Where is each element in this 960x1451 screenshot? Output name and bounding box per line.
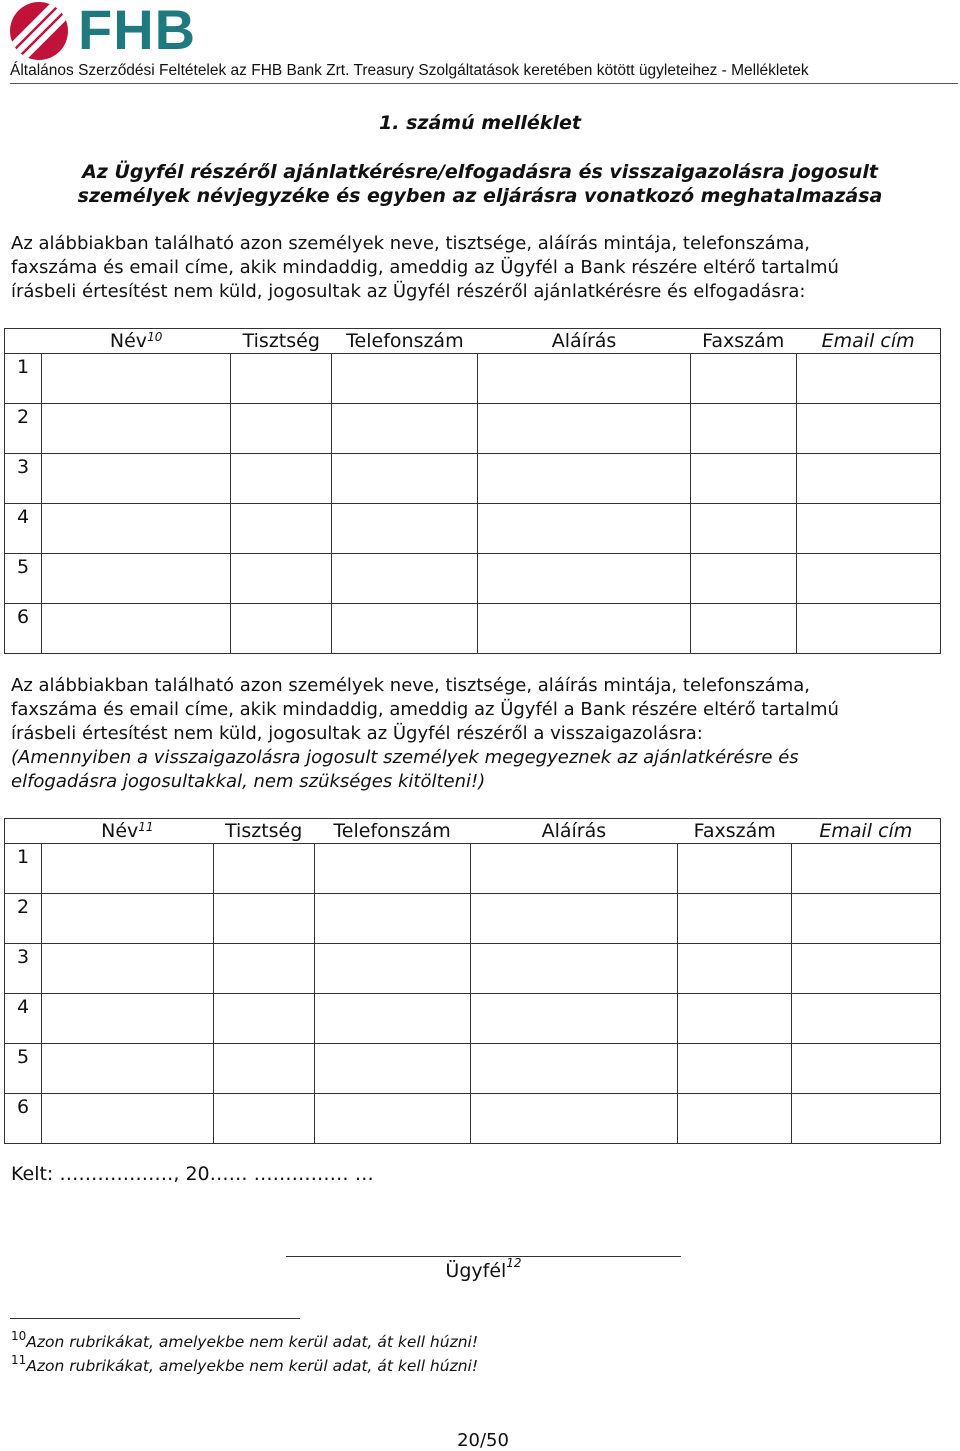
blank-cell[interactable] — [41, 844, 213, 894]
section1-intro-line-1: Az alábbiakban található azon személyek neve, tisztsége, aláírás mintája, telefonszáma, — [11, 233, 810, 254]
table-row — [5, 1094, 941, 1144]
blank-cell[interactable] — [678, 894, 792, 944]
logo-stripes-icon — [10, 2, 68, 60]
column-header-phone: Telefonszám — [332, 329, 478, 354]
blank-cell[interactable] — [796, 504, 940, 554]
blank-cell[interactable] — [470, 994, 678, 1044]
blank-cell[interactable] — [41, 1094, 213, 1144]
column-header-signature: Aláírás — [478, 329, 690, 354]
blank-cell[interactable] — [41, 944, 213, 994]
blank-cell[interactable] — [213, 1044, 314, 1094]
blank-cell[interactable] — [314, 894, 470, 944]
table-row — [5, 404, 941, 454]
blank-cell[interactable] — [42, 504, 231, 554]
row-number: 6 — [5, 604, 42, 654]
blank-cell[interactable] — [231, 604, 332, 654]
blank-cell[interactable] — [41, 994, 213, 1044]
row-number: 4 — [5, 504, 42, 554]
blank-cell[interactable] — [690, 504, 796, 554]
table-row — [5, 994, 941, 1044]
blank-cell[interactable] — [792, 894, 941, 944]
table-header-row — [5, 329, 941, 354]
blank-cell[interactable] — [42, 604, 231, 654]
blank-cell[interactable] — [796, 454, 940, 504]
row-number: 3 — [5, 454, 42, 504]
blank-cell[interactable] — [332, 504, 478, 554]
blank-cell[interactable] — [231, 554, 332, 604]
column-header-position: Tisztség — [231, 329, 332, 354]
table-row — [5, 944, 941, 994]
section2-note-line-2: elfogadásra jogosultakkal, nem szükséges kitölteni!) — [11, 771, 486, 792]
column-header-email: Email cím — [792, 819, 941, 844]
blank-cell[interactable] — [42, 454, 231, 504]
blank-cell[interactable] — [41, 894, 213, 944]
column-header-name: Név$^{11}$ — [41, 819, 213, 844]
row-number: 6 — [5, 1094, 42, 1144]
blank-cell[interactable] — [796, 554, 940, 604]
blank-cell[interactable] — [792, 1094, 941, 1144]
blank-cell[interactable] — [792, 944, 941, 994]
section1-intro-line-3: írásbeli értesítést nem küld, jogosultak az Ügyfél részéről ajánlatkérésre és elfogadásra: — [11, 281, 806, 302]
table-row — [5, 504, 941, 554]
row-number: 1 — [5, 354, 42, 404]
blank-cell[interactable] — [332, 604, 478, 654]
annex-title: 1. számú melléklet — [379, 112, 581, 134]
blank-cell[interactable] — [314, 994, 470, 1044]
page-number: 20/50 — [457, 1430, 509, 1451]
blank-cell[interactable] — [690, 354, 796, 404]
running-header: Általános Szerződési Feltételek az FHB Bank Zrt. Treasury Szolgáltatások keretében kötött ügyleteihez - Mellékletek — [10, 62, 809, 79]
row-number: 4 — [5, 994, 42, 1044]
blank-cell[interactable] — [213, 994, 314, 1044]
section2-note-line-1: (Amennyiben a visszaigazolásra jogosult személyek megegyeznek az ajánlatkérésre és — [11, 747, 799, 768]
table-row — [5, 554, 941, 604]
blank-cell[interactable] — [690, 604, 796, 654]
blank-cell[interactable] — [213, 844, 314, 894]
column-header-position: Tisztség — [213, 819, 314, 844]
table-row — [5, 354, 941, 404]
section2-intro-line-2: faxszáma és email címe, akik mindaddig, ameddig az Ügyfél a Bank részére eltérő tartalmú — [11, 699, 839, 720]
blank-cell[interactable] — [678, 1094, 792, 1144]
blank-cell[interactable] — [470, 1044, 678, 1094]
blank-cell[interactable] — [690, 404, 796, 454]
annex-subtitle-line-1: Az Ügyfél részéről ajánlatkérésre/elfogadásra és visszaigazolásra jogosult — [82, 161, 878, 183]
annex-subtitle-line-2: személyek névjegyzéke és egyben az eljárásra vonatkozó meghatalmazása — [77, 185, 883, 207]
footnote-11: $^{11}$Azon rubrikákat, amelyekbe nem kerül adat, át kell húzni! — [11, 1353, 479, 1375]
footnote-divider — [10, 1318, 300, 1319]
blank-cell[interactable] — [796, 354, 940, 404]
date-line: Kelt: ………………, 20…… …………… … — [11, 1163, 374, 1185]
blank-cell[interactable] — [231, 354, 332, 404]
blank-cell[interactable] — [796, 604, 940, 654]
column-header-signature: Aláírás — [470, 819, 678, 844]
blank-cell[interactable] — [470, 944, 678, 994]
blank-cell[interactable] — [690, 454, 796, 504]
blank-cell[interactable] — [42, 404, 231, 454]
signature-label: Ügyfél$^{12}$ — [445, 1256, 522, 1282]
blank-cell[interactable] — [42, 354, 231, 404]
section2-intro — [11, 674, 955, 794]
blank-cell[interactable] — [470, 894, 678, 944]
blank-cell[interactable] — [792, 994, 941, 1044]
blank-cell[interactable] — [213, 1094, 314, 1144]
blank-cell[interactable] — [332, 454, 478, 504]
blank-cell[interactable] — [478, 354, 690, 404]
column-header-fax: Faxszám — [678, 819, 792, 844]
table-row — [5, 894, 941, 944]
section2-intro-line-1: Az alábbiakban található azon személyek neve, tisztsége, aláírás mintája, telefonszáma, — [11, 675, 810, 696]
blank-cell[interactable] — [314, 1044, 470, 1094]
row-number: 2 — [5, 894, 42, 944]
column-header-phone: Telefonszám — [314, 819, 470, 844]
blank-cell[interactable] — [478, 504, 690, 554]
table-row — [5, 454, 941, 504]
footnote-10: $^{10}$Azon rubrikákat, amelyekbe nem kerül adat, át kell húzni! — [11, 1329, 479, 1351]
table-row — [5, 1044, 941, 1094]
section2-intro-line-3: írásbeli értesítést nem küld, jogosultak az Ügyfél részéről a visszaigazolásra: — [11, 723, 703, 744]
blank-cell[interactable] — [690, 554, 796, 604]
blank-cell[interactable] — [231, 404, 332, 454]
blank-cell[interactable] — [678, 944, 792, 994]
table-row — [5, 844, 941, 894]
blank-cell[interactable] — [231, 454, 332, 504]
blank-cell[interactable] — [42, 554, 231, 604]
blank-cell[interactable] — [314, 1094, 470, 1144]
blank-cell[interactable] — [332, 404, 478, 454]
annex-subtitle — [0, 160, 960, 208]
logo-text: FHB — [78, 0, 197, 61]
column-header-name: Név$^{10}$ — [42, 329, 231, 354]
blank-cell[interactable] — [478, 554, 690, 604]
section1-intro — [11, 232, 955, 304]
column-header-email: Email cím — [796, 329, 940, 354]
blank-cell[interactable] — [470, 844, 678, 894]
row-number: 2 — [5, 404, 42, 454]
blank-cell[interactable] — [213, 894, 314, 944]
blank-cell[interactable] — [314, 944, 470, 994]
blank-cell[interactable] — [678, 844, 792, 894]
blank-cell[interactable] — [678, 1044, 792, 1094]
row-number: 1 — [5, 844, 42, 894]
blank-cell[interactable] — [792, 1044, 941, 1094]
signature-line — [286, 1256, 681, 1257]
blank-cell[interactable] — [332, 354, 478, 404]
row-number: 3 — [5, 944, 42, 994]
blank-cell[interactable] — [314, 844, 470, 894]
blank-cell[interactable] — [678, 994, 792, 1044]
blank-cell[interactable] — [470, 1094, 678, 1144]
blank-cell[interactable] — [478, 404, 690, 454]
confirmation-persons-table — [4, 818, 941, 1144]
table-header-row — [5, 819, 941, 844]
row-number: 5 — [5, 554, 42, 604]
blank-cell[interactable] — [796, 404, 940, 454]
blank-cell[interactable] — [231, 504, 332, 554]
blank-cell[interactable] — [478, 454, 690, 504]
fhb-logo — [10, 2, 200, 60]
section1-intro-line-2: faxszáma és email címe, akik mindaddig, ameddig az Ügyfél a Bank részére eltérő tartalmú — [11, 257, 839, 278]
blank-cell[interactable] — [792, 844, 941, 894]
authorized-persons-table — [4, 328, 941, 654]
table-row — [5, 604, 941, 654]
row-number: 5 — [5, 1044, 42, 1094]
blank-cell[interactable] — [213, 944, 314, 994]
blank-cell[interactable] — [332, 554, 478, 604]
column-header-fax: Faxszám — [690, 329, 796, 354]
blank-cell[interactable] — [478, 604, 690, 654]
header-divider — [10, 83, 958, 84]
blank-cell[interactable] — [41, 1044, 213, 1094]
